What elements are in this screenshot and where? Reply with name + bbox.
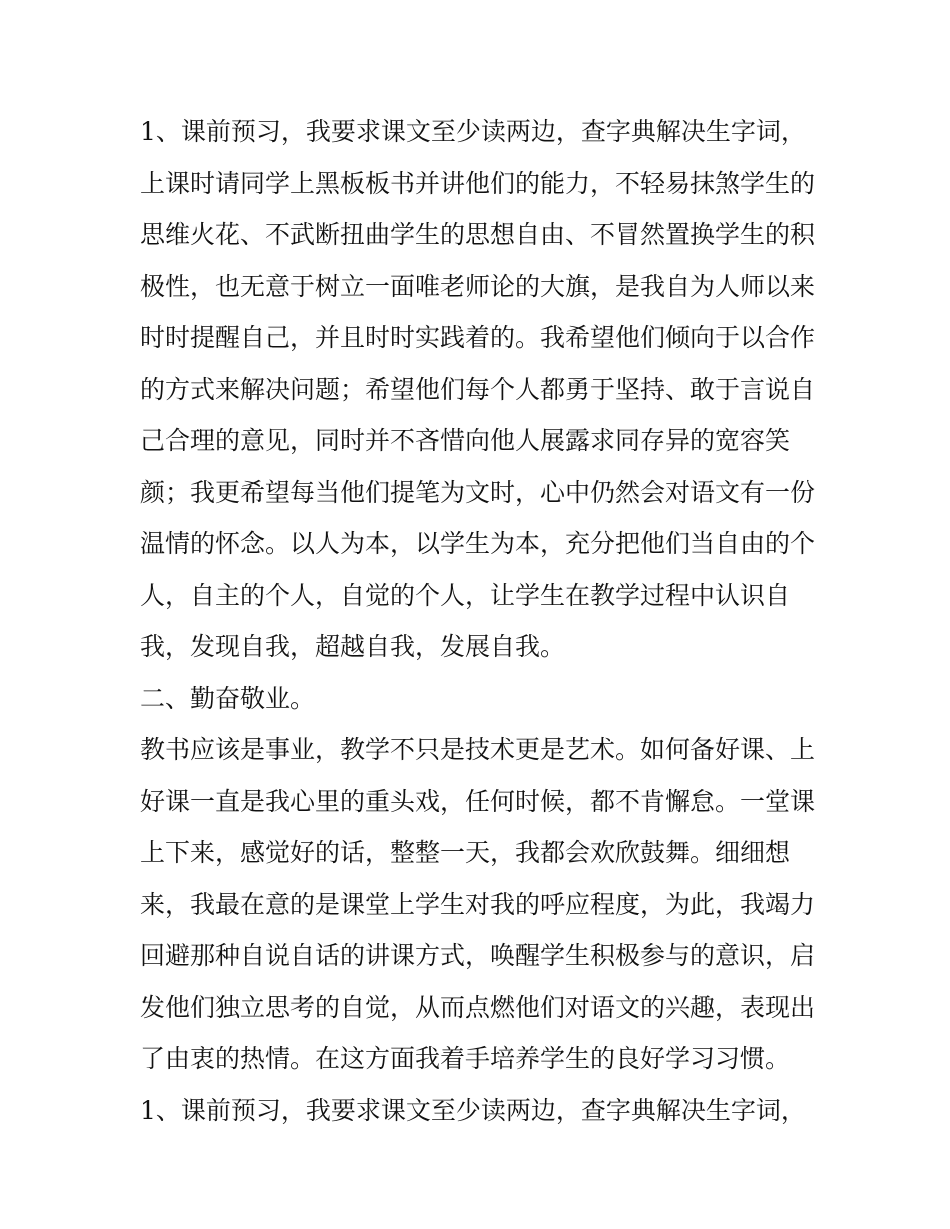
text-line: 人，自主的个人，自觉的个人，让学生在教学过程中认识自 xyxy=(140,580,791,610)
section-heading: 二、勤奋敬业。 xyxy=(140,683,316,713)
text-line: 好课一直是我心里的重头戏，任何时候，都不肯懈怠。一堂课 xyxy=(140,786,816,816)
text-line: 己合理的意见，同时并不吝惜向他人展露求同存异的宽容笑 xyxy=(140,426,791,455)
text-line: 来，我最在意的是课堂上学生对我的呼应程度，为此，我竭力 xyxy=(140,889,816,919)
text-line: 了由衷的热情。在这方面我着手培养学生的良好学习习惯。 xyxy=(140,1044,791,1073)
document-body xyxy=(140,106,820,1136)
text-line: 我，发现自我，超越自我，发展自我。 xyxy=(140,632,566,661)
text-line: 发他们独立思考的自觉，从而点燃他们对语文的兴趣，表现出 xyxy=(140,992,816,1022)
text-line: 时时提醒自己，并且时时实践着的。我希望他们倾向于以合作 xyxy=(140,323,816,352)
text-line: 温情的怀念。以人为本，以学生为本，充分把他们当自由的个 xyxy=(140,529,816,558)
text-line: 1、课前预习，我要求课文至少读两边，查字典解决生字词， xyxy=(140,117,806,146)
text-line: 颜；我更希望每当他们提笔为文时，心中仍然会对语文有一份 xyxy=(140,477,816,507)
text-line: 1、课前预习，我要求课文至少读两边，查字典解决生字词， xyxy=(140,1095,806,1125)
text-line: 教书应该是事业，教学不只是技术更是艺术。如何备好课、上 xyxy=(140,735,816,764)
text-line: 回避那种自说自话的讲课方式，唤醒学生积极参与的意识，启 xyxy=(140,941,816,970)
text-line: 极性，也无意于树立一面唯老师论的大旗，是我自为人师以来 xyxy=(140,271,816,301)
text-line: 上下来，感觉好的话，整整一天，我都会欢欣鼓舞。细细想 xyxy=(140,838,791,867)
text-line: 的方式来解决问题；希望他们每个人都勇于坚持、敢于言说自 xyxy=(140,374,816,404)
text-line: 上课时请同学上黑板板书并讲他们的能力，不轻易抹煞学生的 xyxy=(140,168,816,198)
text-line: 思维火花、不武断扭曲学生的思想自由、不冒然置换学生的积 xyxy=(140,220,816,249)
